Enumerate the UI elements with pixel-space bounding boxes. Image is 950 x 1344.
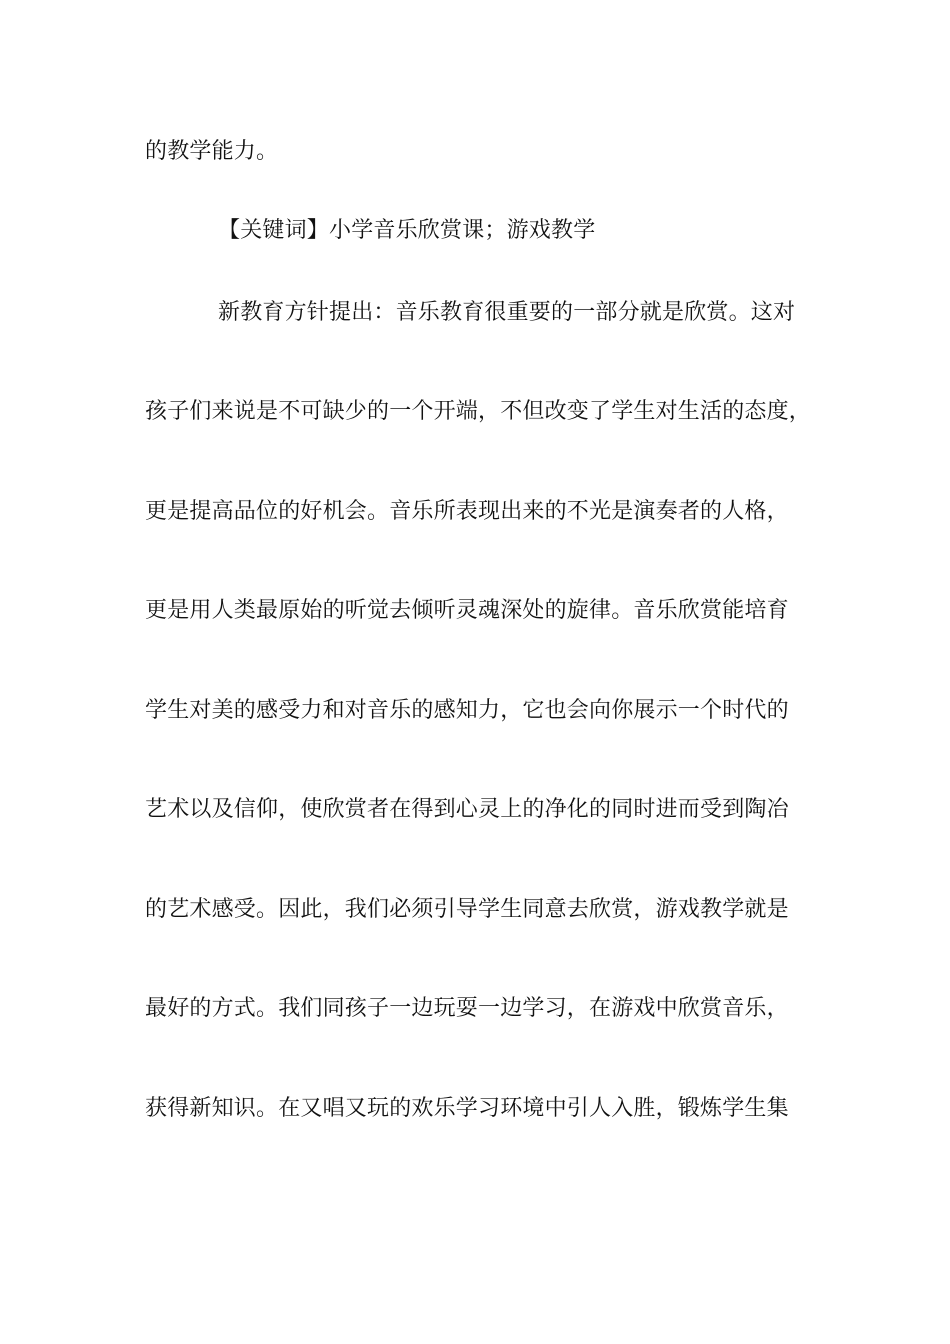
paragraph-line: 新教育方针提出：音乐教育很重要的一部分就是欣赏。这对	[218, 300, 796, 325]
intro-tail-text: 的教学能力。	[145, 139, 279, 164]
paragraph-line: 更是提高品位的好机会。音乐所表现出来的不光是演奏者的人格，	[145, 499, 789, 524]
paragraph-line: 孩子们来说是不可缺少的一个开端，不但改变了学生对生活的态度，	[145, 399, 812, 424]
paragraph-line: 学生对美的感受力和对音乐的感知力，它也会向你展示一个时代的	[145, 698, 789, 723]
paragraph-line: 艺术以及信仰，使欣赏者在得到心灵上的净化的同时进而受到陶冶	[145, 797, 789, 822]
paragraph-line: 的艺术感受。因此，我们必须引导学生同意去欣赏，游戏教学就是	[145, 897, 789, 922]
paragraph-line: 更是用人类最原始的听觉去倾听灵魂深处的旋律。音乐欣赏能培育	[145, 598, 789, 623]
keywords-line: 【关键词】小学音乐欣赏课；游戏教学	[218, 218, 596, 243]
paragraph-line: 最好的方式。我们同孩子一边玩耍一边学习，在游戏中欣赏音乐，	[145, 996, 789, 1021]
paragraph-line: 获得新知识。在又唱又玩的欢乐学习环境中引人入胜，锻炼学生集	[145, 1096, 789, 1121]
